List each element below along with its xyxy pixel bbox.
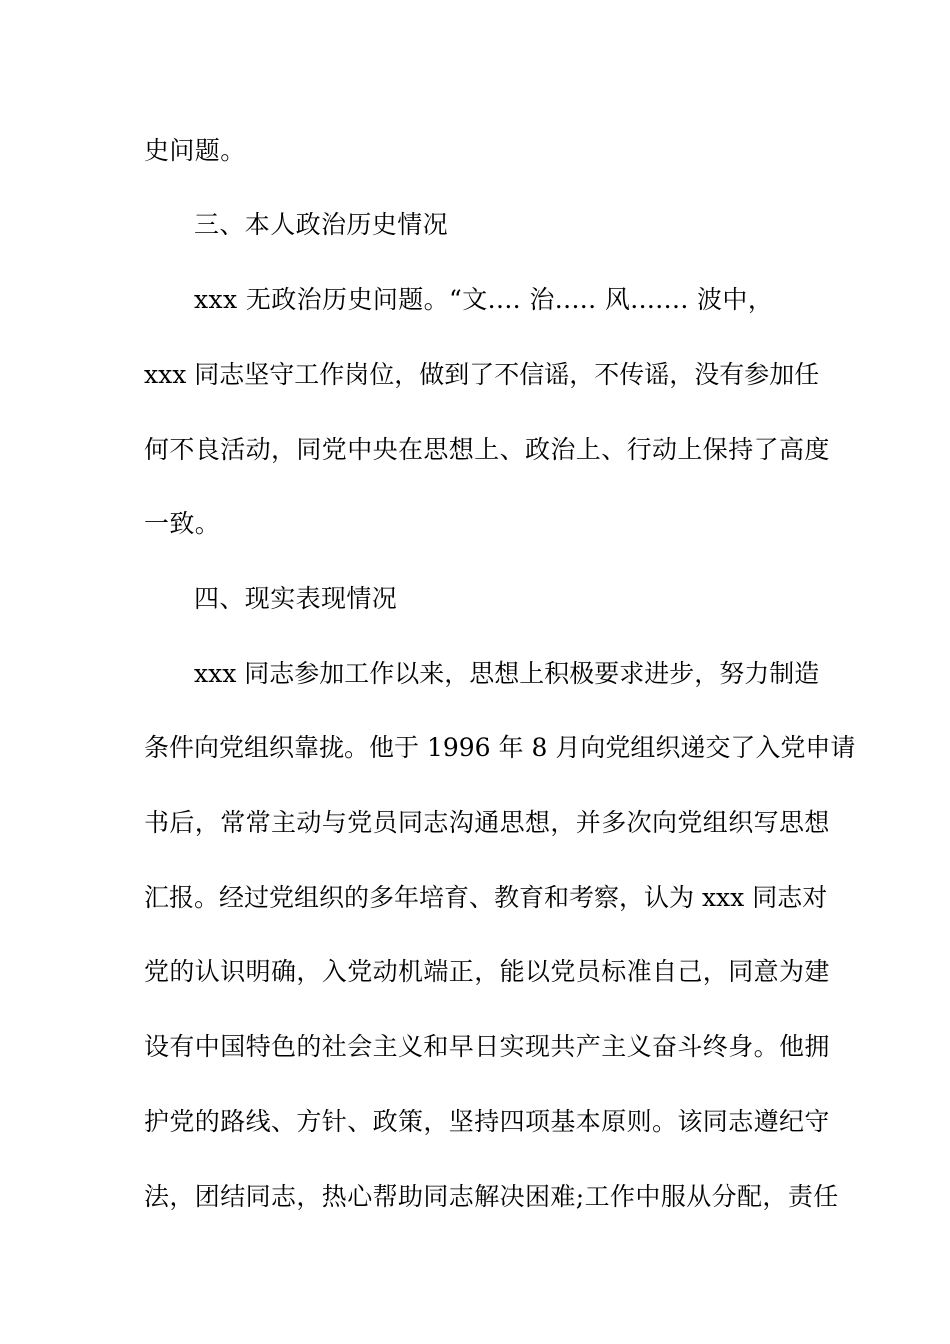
text-line-1: 史问题。 <box>144 136 246 165</box>
text-line-13: 设有中国特色的社会主义和早日实现共产主义奋斗终身。他拥 <box>144 1032 830 1061</box>
text-line-3: xxx 无政治历史问题。“文.... 治..... 风....... 波中， <box>194 285 774 314</box>
text-line-8: xxx 同志参加工作以来，思想上积极要求进步，努力制造 <box>194 659 820 688</box>
text-line-15: 法，团结同志，热心帮助同志解决困难;工作中服从分配，责任 <box>144 1182 839 1211</box>
text-line-4: xxx 同志坚守工作岗位，做到了不信谣，不传谣，没有参加任 <box>144 360 820 389</box>
text-line-11: 汇报。经过党组织的多年培育、教育和考察，认为 xxx 同志对 <box>144 883 828 912</box>
text-line-14: 护党的路线、方针、政策，坚持四项基本原则。该同志遵纪守 <box>144 1107 830 1136</box>
text-line-6: 一致。 <box>144 509 221 538</box>
text-line-10: 书后，常常主动与党员同志沟通思想，并多次向党组织写思想 <box>144 808 830 837</box>
text-line-5: 何不良活动，同党中央在思想上、政治上、行动上保持了高度 <box>144 435 830 464</box>
section-heading-4: 四、现实表现情况 <box>194 584 398 613</box>
text-line-12: 党的认识明确，入党动机端正，能以党员标准自己，同意为建 <box>144 957 830 986</box>
section-heading-3: 三、本人政治历史情况 <box>194 210 449 239</box>
text-line-9: 条件向党组织靠拢。他于 1996 年 8 月向党组织递交了入党申请 <box>144 733 856 762</box>
